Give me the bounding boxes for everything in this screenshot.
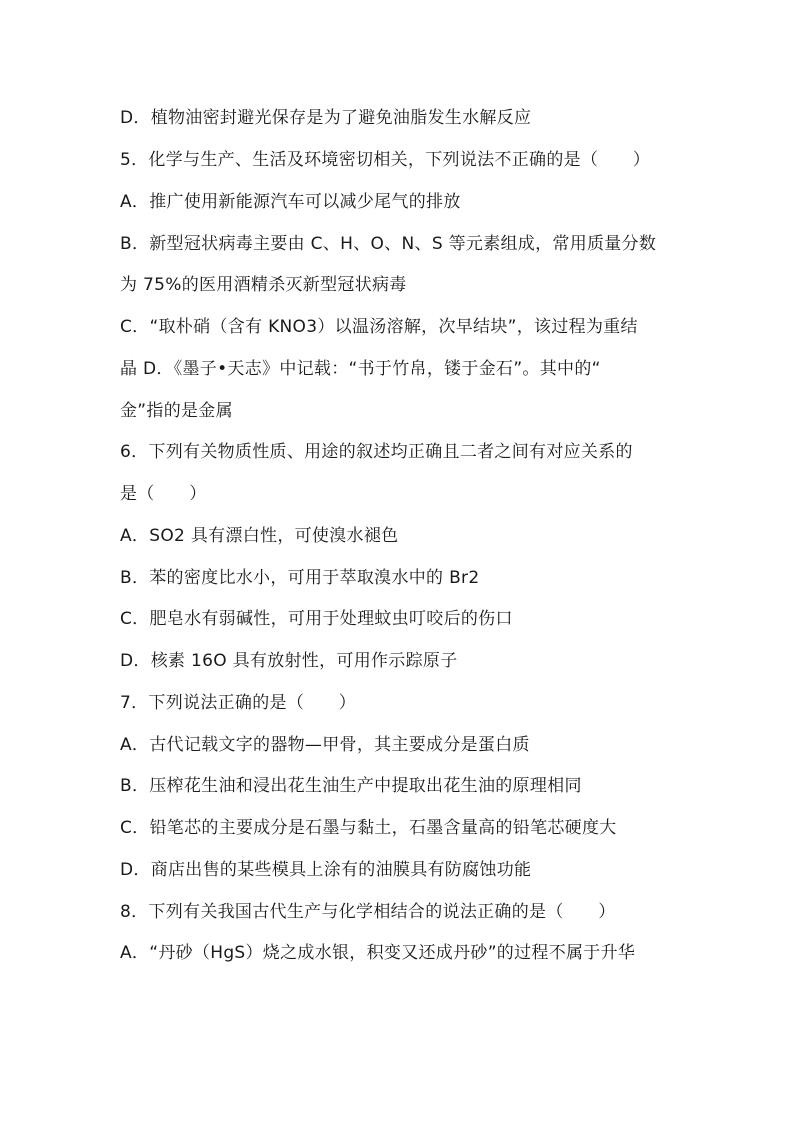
question-7-stem: 7．下列说法正确的是（ ） <box>120 693 357 713</box>
question-8-stem: 8．下列有关我国古代生产与化学相结合的说法正确的是（ ） <box>120 902 616 922</box>
question-5-stem: 5．化学与生产、生活及环境密切相关，下列说法不正确的是（ ） <box>120 150 651 170</box>
option-5c-line1: C．“取朴硝（含有 KNO3）以温汤溶解，次早结块”，该过程为重结 <box>120 317 638 337</box>
option-5c-5d-line: 晶 D．《墨子•天志》中记载：“书于竹帛，镂于金石”。其中的“ <box>120 359 601 379</box>
option-5d-line2: 金”指的是金属 <box>120 401 233 421</box>
option-5b-line1: B．新型冠状病毒主要由 C、H、O、N、S 等元素组成，常用质量分数 <box>120 234 657 254</box>
option-5b-line2: 为 75%的医用酒精杀灭新型冠状病毒 <box>120 275 407 295</box>
option-6b: B．苯的密度比水小，可用于萃取溴水中的 Br2 <box>120 568 480 588</box>
option-7a: A．古代记载文字的器物—甲骨，其主要成分是蛋白质 <box>120 735 530 755</box>
option-6d: D．核素 16O 具有放射性，可用作示踪原子 <box>120 651 458 671</box>
option-6a: A．SO2 具有漂白性，可使溴水褪色 <box>120 526 399 546</box>
question-6-stem-line1: 6．下列有关物质性质、用途的叙述均正确且二者之间有对应关系的 <box>120 442 633 462</box>
option-6c: C．肥皂水有弱碱性，可用于处理蚊虫叮咬后的伤口 <box>120 609 513 629</box>
option-7c: C．铅笔芯的主要成分是石墨与黏土，石墨含量高的铅笔芯硬度大 <box>120 818 617 838</box>
option-5a: A．推广使用新能源汽车可以减少尾气的排放 <box>120 192 461 212</box>
option-8a: A．“丹砂（HgS）烧之成水银，积变又还成丹砂”的过程不属于升华 <box>120 943 636 963</box>
option-7b: B．压榨花生油和浸出花生油生产中提取出花生油的原理相同 <box>120 776 582 796</box>
option-4d: D．植物油密封避光保存是为了避免油脂发生水解反应 <box>120 108 532 128</box>
question-6-stem-line2: 是（ ） <box>120 484 207 504</box>
option-7d: D．商店出售的某些模具上涂有的油膜具有防腐蚀功能 <box>120 860 532 880</box>
